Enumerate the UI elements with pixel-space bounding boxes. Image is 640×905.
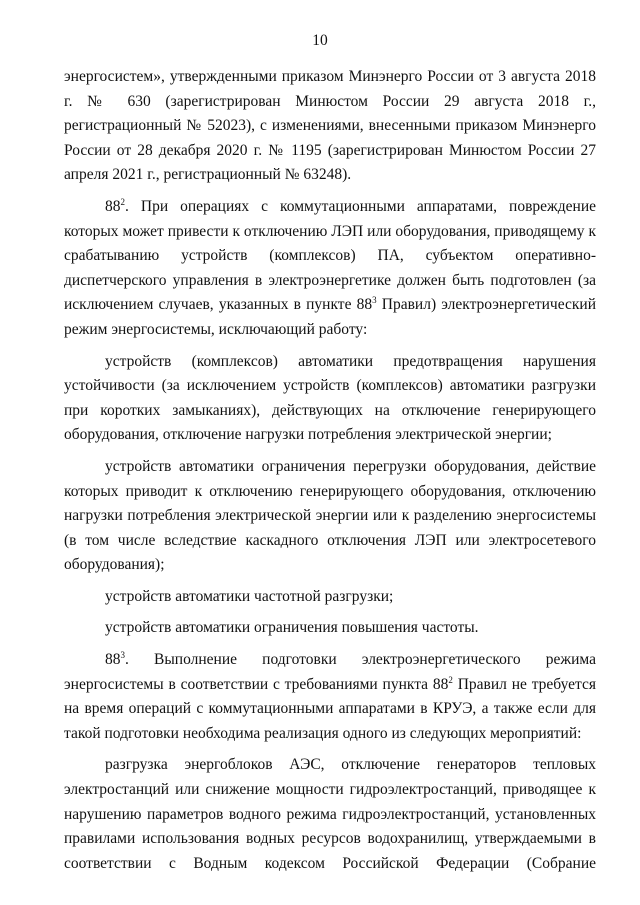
clause-text-continued: Правил не требуется на время операций с коммутационными аппаратами в КРУЭ, а также если для такой подготовки необходима реализация одного из следующих мероприятий:	[64, 675, 596, 742]
clause-number: 88	[105, 197, 121, 215]
clause-number: 88	[105, 651, 121, 669]
clause-superscript: 2	[120, 196, 125, 207]
list-item-npp-unloading: разгрузка энергоблоков АЭС, отключение генераторов тепловых электростанций или снижение мощности гидроэлектростанций, приводящее к нарушению параметров водного режима гидроэлектростанций, установленных правилами использования водных ресурсов водохранилищ, утверждаемыми в соответствии с Водным кодексом Российской Федерации (Собрание	[64, 756, 596, 872]
reference-superscript: 3	[372, 295, 377, 306]
clause-superscript: 3	[120, 650, 125, 661]
list-item-frequency-limiting: устройств автоматики ограничения повышения частоты.	[105, 619, 479, 637]
clause-text: . При операциях с коммутационными аппаратами, повреждение которых может привести к отключению ЛЭП или оборудования, приводящему к срабатыванию устройств (комплексов) ПА, субъектом оперативно-диспетчерского управления в электроэнергетике должен быть подготовлен (за исключением случаев, указанных в пункте 88	[64, 197, 596, 314]
list-item-overload-automation: устройств автоматики ограничения перегрузки оборудования, действие которых приводит к отключению генерирующего оборудования, отключению нагрузки потребления электрической энергии или к разделению энергосистемы (в том числе вследствие каскадного отключения ЛЭП или электросетевого оборудования);	[64, 457, 596, 574]
clause-text-continued: Правил) электроэнергетический режим энергосистемы, исключающий работу:	[64, 296, 596, 338]
paragraph-continuation: энергосистем», утвержденными приказом Минэнерго России от 3 августа 2018 г. № 630 (зарегистрирован Минюстом России 29 августа 2018 г., регистрационный № 52023), с изменениями, внесенными приказом Минэнерго России от 28 декабря 2020 г. № 1195 (зарегистрирован Минюстом России 27 апреля 2021 г., регистрационный № 63248).	[64, 68, 596, 184]
paragraph-88-2	[64, 195, 596, 343]
list-item-frequency-unloading: устройств автоматики частотной разгрузки;	[105, 587, 394, 605]
list-item-stability-automation: устройств (комплексов) автоматики предотвращения нарушения устойчивости (за исключением устройств (комплексов) автоматики разгрузки при коротких замыканиях), действующих на отключение генерирующего оборудования, отключение нагрузки потребления электрической энергии;	[64, 352, 596, 444]
clause-text: . Выполнение подготовки электроэнергетического режима энергосистемы в соответствии с требованиями пункта 88	[64, 651, 596, 693]
paragraph-88-3	[64, 648, 596, 746]
document-body	[64, 65, 596, 876]
reference-superscript: 2	[448, 674, 453, 685]
page-number: 10	[312, 32, 328, 49]
